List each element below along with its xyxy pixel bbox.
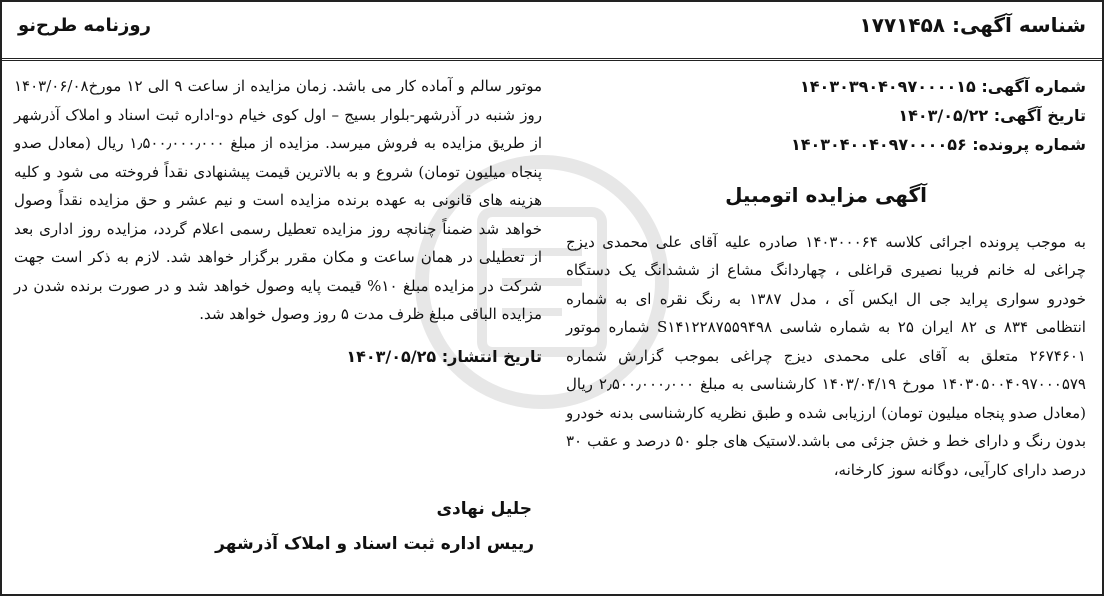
ad-date: تاریخ آگهی: ۱۴۰۳/۰۵/۲۲ [898, 106, 1086, 125]
ad-title: آگهی مزایده اتومبیل [725, 183, 927, 207]
right-column [566, 72, 1086, 484]
signer-name: جلیل نهادی [436, 499, 532, 519]
signer-title: رییس اداره ثبت اسناد و املاک آذرشهر [215, 534, 534, 554]
newspaper-name: روزنامه طرح‌نو [18, 15, 151, 36]
publish-date: تاریخ انتشار: ۱۴۰۳/۰۵/۲۵ [346, 346, 542, 366]
left-column [14, 72, 542, 371]
ad-id: شناسه آگهی: ۱۷۷۱۴۵۸ [859, 13, 1086, 37]
body-text-left: موتور سالم و آماده کار می باشد. زمان مزایده از ساعت ۹ الی ۱۲ مورخ۱۴۰۳/۰۶/۰۸ روز شنبه در آذرشهر-بلوار بسیج – اول کوی خیام دو-اداره ثبت اسناد و املاک آذرشهر از طریق مزایده به فروش میرسد. مزایده از مبلغ ۱٫۵۰۰٫۰۰۰٫۰۰۰ ریال (معادل صدو پنجاه میلیون تومان) شروع و به بالاترین قیمت پیشنهادی نقداً فروخته می شود و کلیه هزینه های قانونی به عهده برنده مزایده است و نیم عشر و حق مزایده نقداً وصول خواهد شد ضمناً چنانچه روز مزایده تعطیل رسمی اعلام گردد، مزایده روز اداری بعد از تعطیلی در همان ساعت و مکان مقرر برگزار خواهد شد. لازم به ذکر است جهت شرکت در مزایده مبلغ ۱۰% قیمت پایه وصول خواهد شد و در صورت برنده شدن در مزایده الباقی مبلغ ظرف مدت ۵ روز وصول خواهد شد. [14, 77, 543, 323]
body-text-right: به موجب پرونده اجرائی کلاسه ۱۴۰۳۰۰۰۶۴ صادره علیه آقای علی محمدی دیزج چراغی له خانم فریبا نصیری قراغلی ، چهاردانگ مشاع از ششدانگ یک دستگاه خودرو سواری پراید جی ال ایکس آی ، مدل ۱۳۸۷ به رنگ نقره ای به شماره انتظامی ۸۳۴ ی ۸۲ ایران ۲۵ به شماره شاسی S۱۴۱۲۲۸۷۵۵۹۴۹۸ شماره موتور ۲۶۷۴۶۰۱ متعلق به آقای علی محمدی دیزج چراغی بموجب گزارش شماره ۱۴۰۳۰۵۰۰۴۰۹۷۰۰۰۵۷۹ مورخ ۱۴۰۳/۰۴/۱۹ کارشناسی به مبلغ ۲٫۵۰۰٫۰۰۰٫۰۰۰ ریال (معادل صدو پنجاه میلیون تومان) ارزیابی شده و طبق نظریه کارشناسی بدنه خودرو بدون رنگ و دارای خط و خش جزئی می باشد.لاستیک های جلو ۵۰ درصد و عقب ۳۰ درصد دارای کارآیی، دوگانه سوز کارخانه، [566, 232, 1086, 479]
ad-header [2, 2, 1102, 61]
case-number: شماره پرونده: ۱۴۰۳۰۴۰۰۴۰۹۷۰۰۰۰۵۶ [790, 135, 1086, 154]
ad-number: شماره آگهی: ۱۴۰۳۰۳۹۰۴۰۹۷۰۰۰۰۱۵ [800, 77, 1086, 96]
